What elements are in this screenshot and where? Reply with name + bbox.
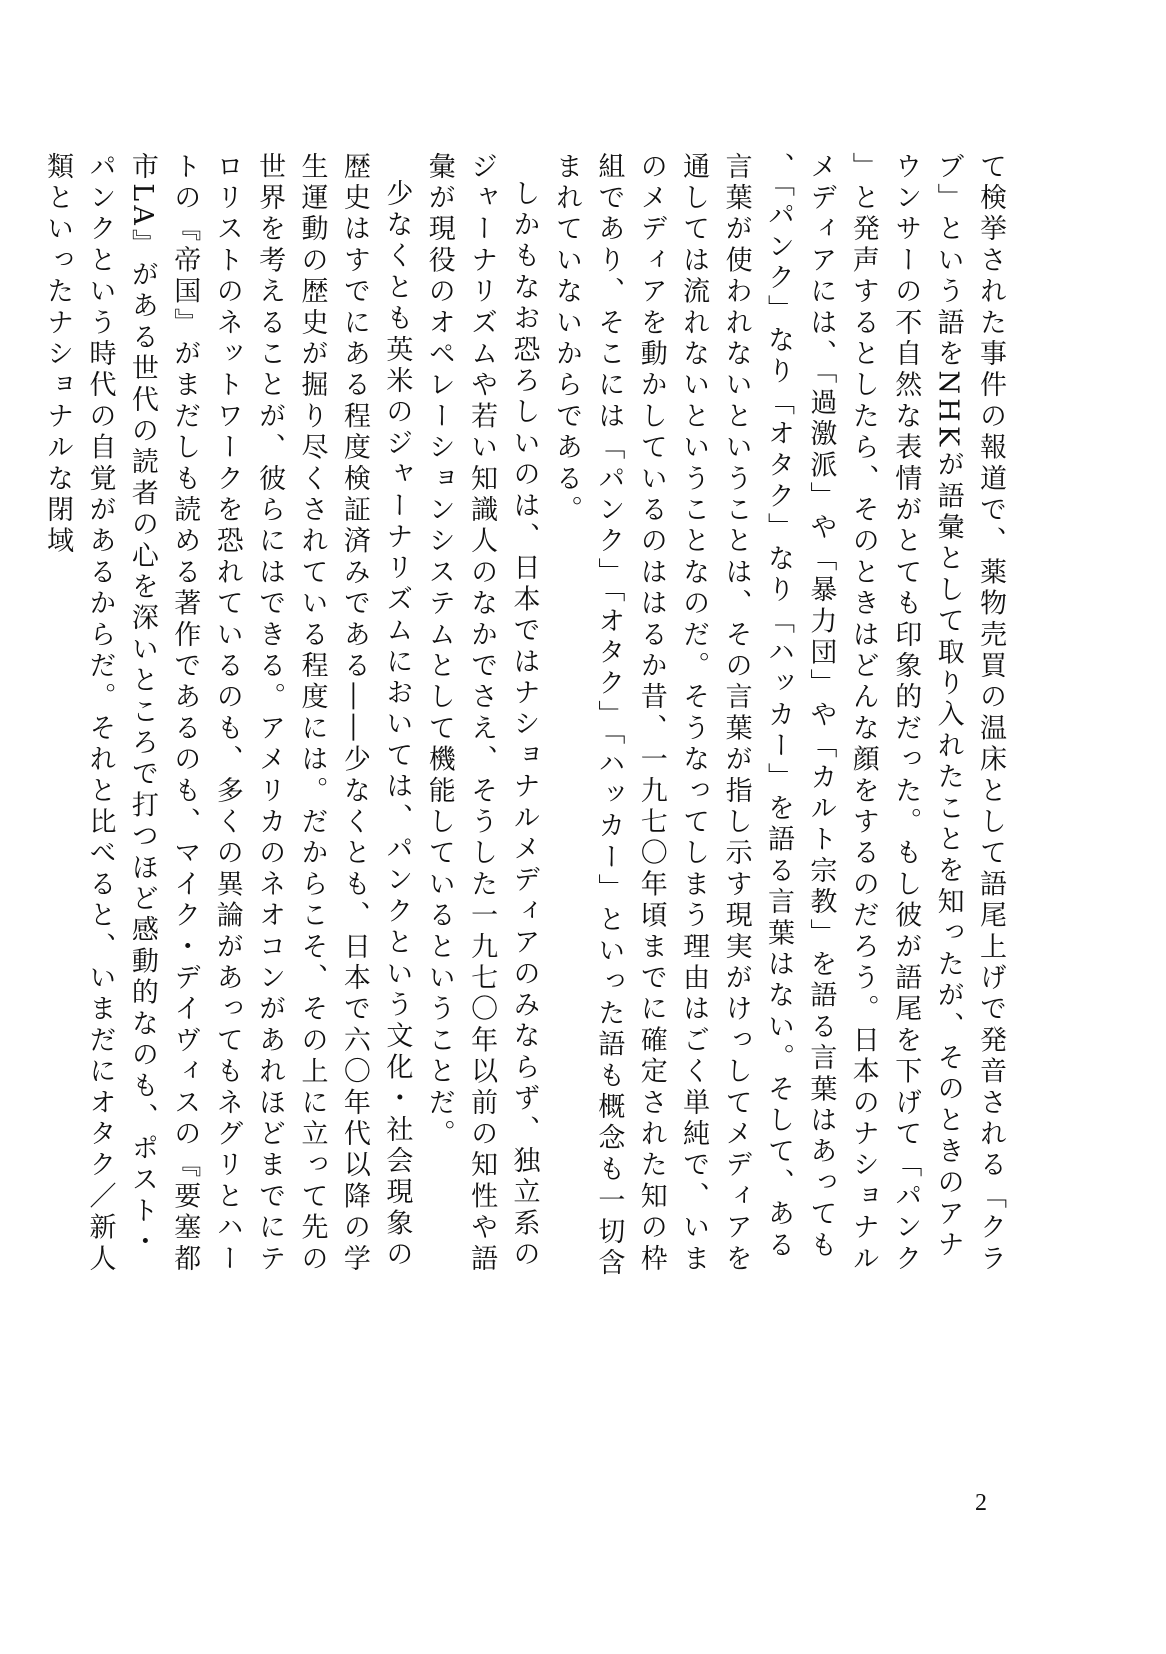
body-text xyxy=(42,152,1011,1280)
paragraph-2: しかもなお恐ろしいのは、日本ではナショナルメディアのみならず、独立系のジャーナリズムや若い知識人のなかでさえ、そうした一九七〇年以前の知性や語彙が現役のオペレーションシステムとして機能しているということだ。 xyxy=(423,152,540,1276)
paragraph-1: て検挙された事件の報道で、薬物売買の温床として語尾上げで発音される「クラブ」という語をNHKが語彙として取り入れたことを知ったが、そのときのアナウンサーの不自然な表情がとても印象的だった。もし彼が語尾を下げて「パンク」と発声するとしたら、そのときはどんな顔をするのだろう。日本のナショナルメディアには、「過激派」や「暴力団」や「カルト宗教」を語る言葉はあっても、「パンク」なり「オタク」なり「ハッカー」を語る言葉はない。そして、ある言葉が使われないということは、その言葉が指し示す現実がけっしてメディアを通しては流れないということなのだ。そうなってしまう理由はごく単純で、いまのメディアを動かしているのははるか昔、一九七〇年頃までに確定された知の枠組であり、そこには「パンク」「オタク」「ハッカー」といった語も概念も一切含まれていないからである。 xyxy=(550,152,1006,1280)
page-number: 2 xyxy=(975,1490,987,1516)
paragraph-3: 少なくとも英米のジャーナリズムにおいては、パンクという文化・社会現象の歴史はすでにある程度検証済みである――少なくとも、日本で六〇年代以降の学生運動の歴史が掘り尽くされている程度には。だからこそ、その上に立って先の世界を考えることが、彼らにはできる。アメリカのネオコンがあれほどまでにテロリストのネットワークを恐れているのも、多くの異論があってもネグリとハートの『帝国』がまだしも読める著作であるのも、マイク・デイヴィスの『要塞都市LA』がある世代の読者の心を深いところで打つほど感動的なのも、ポスト・パンクという時代の自覚があるからだ。それと比べると、いまだにオタク／新人類といったナショナルな閉域 xyxy=(42,152,413,1276)
